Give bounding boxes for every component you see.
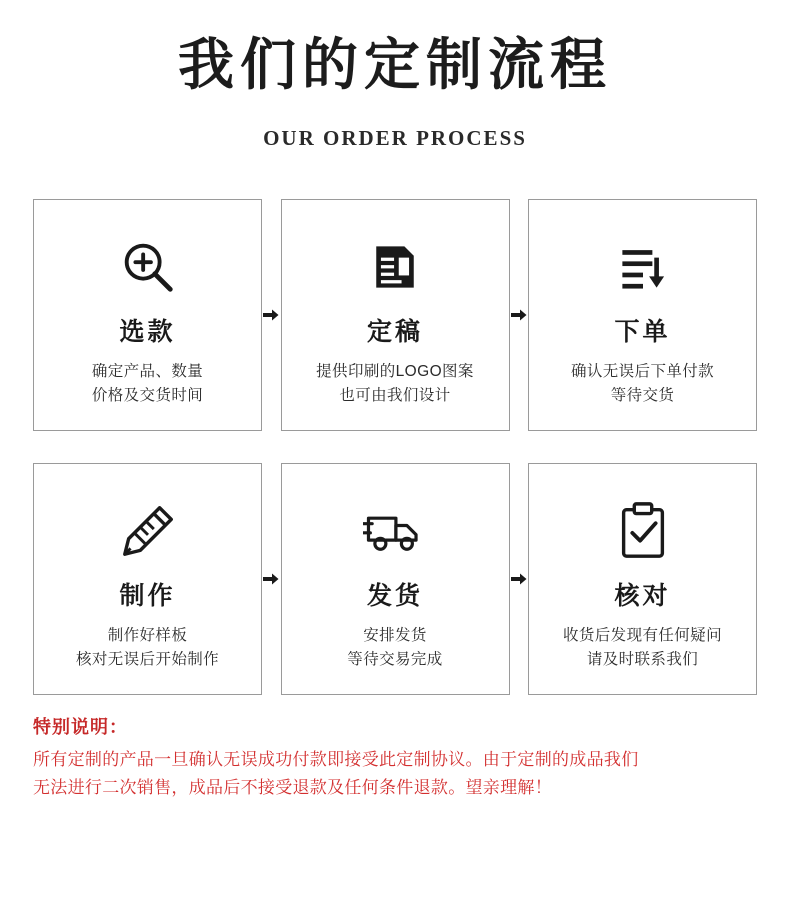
step-desc-line: 安排发货 bbox=[363, 627, 427, 645]
notice-block bbox=[0, 695, 790, 801]
page-title: 我们的定制流程 bbox=[178, 35, 612, 97]
arrow-icon bbox=[262, 572, 280, 586]
step-title: 下单 bbox=[614, 318, 671, 347]
magnifier-plus-icon bbox=[117, 226, 179, 308]
arrow-icon bbox=[510, 572, 528, 586]
step-desc bbox=[347, 624, 442, 672]
notice-line: 无法进行二次销售，成品后不接受退款及任何条件退款。望亲理解！ bbox=[33, 777, 552, 797]
step-card-xuankuan bbox=[33, 199, 262, 431]
pencil-ruler-icon bbox=[117, 490, 179, 572]
step-title: 定稿 bbox=[366, 318, 423, 347]
step-title: 核对 bbox=[614, 582, 671, 611]
step-desc-line: 确定产品、数量 bbox=[91, 363, 204, 381]
step-desc-line: 等待交易完成 bbox=[347, 651, 443, 669]
step-desc-line: 也可由我们设计 bbox=[339, 387, 451, 405]
step-desc-line: 核对无误后开始制作 bbox=[75, 651, 220, 669]
page-subtitle: OUR ORDER PROCESS bbox=[263, 126, 527, 151]
arrow-icon bbox=[262, 308, 280, 322]
page-header bbox=[0, 0, 790, 151]
step-desc-line: 制作好样板 bbox=[107, 627, 188, 645]
step-title: 选款 bbox=[119, 318, 176, 347]
arrow-icon bbox=[510, 308, 528, 322]
process-row-1 bbox=[33, 199, 757, 431]
order-download-icon bbox=[612, 226, 674, 308]
step-desc-line: 价格及交货时间 bbox=[91, 387, 204, 405]
step-card-xiadan bbox=[528, 199, 757, 431]
step-desc-line: 等待交货 bbox=[610, 387, 675, 405]
step-desc bbox=[316, 360, 474, 408]
notice-body bbox=[33, 746, 757, 801]
notice-title: 特别说明： bbox=[33, 717, 128, 738]
clipboard-check-icon bbox=[615, 490, 671, 572]
step-desc bbox=[571, 360, 714, 408]
step-card-heidui bbox=[528, 463, 757, 695]
process-row-2 bbox=[33, 463, 757, 695]
step-card-dinggao bbox=[281, 199, 510, 431]
step-desc-line: 收货后发现有任何疑问 bbox=[562, 627, 722, 645]
delivery-truck-icon bbox=[363, 490, 427, 572]
document-stack-icon bbox=[365, 226, 425, 308]
step-desc bbox=[563, 624, 722, 672]
step-card-zhizuo bbox=[33, 463, 262, 695]
step-desc-line: 提供印刷的LOGO图案 bbox=[316, 363, 474, 381]
step-desc bbox=[92, 360, 203, 408]
process-grid bbox=[0, 199, 790, 695]
step-desc-line: 请及时联系我们 bbox=[586, 651, 699, 669]
step-desc bbox=[76, 624, 219, 672]
step-card-fahuo bbox=[281, 463, 510, 695]
step-title: 发货 bbox=[366, 582, 423, 611]
notice-line: 所有定制的产品一旦确认无误成功付款即接受此定制协议。由于定制的成品我们 bbox=[33, 750, 639, 770]
step-desc-line: 确认无误后下单付款 bbox=[570, 363, 715, 381]
step-title: 制作 bbox=[119, 582, 176, 611]
